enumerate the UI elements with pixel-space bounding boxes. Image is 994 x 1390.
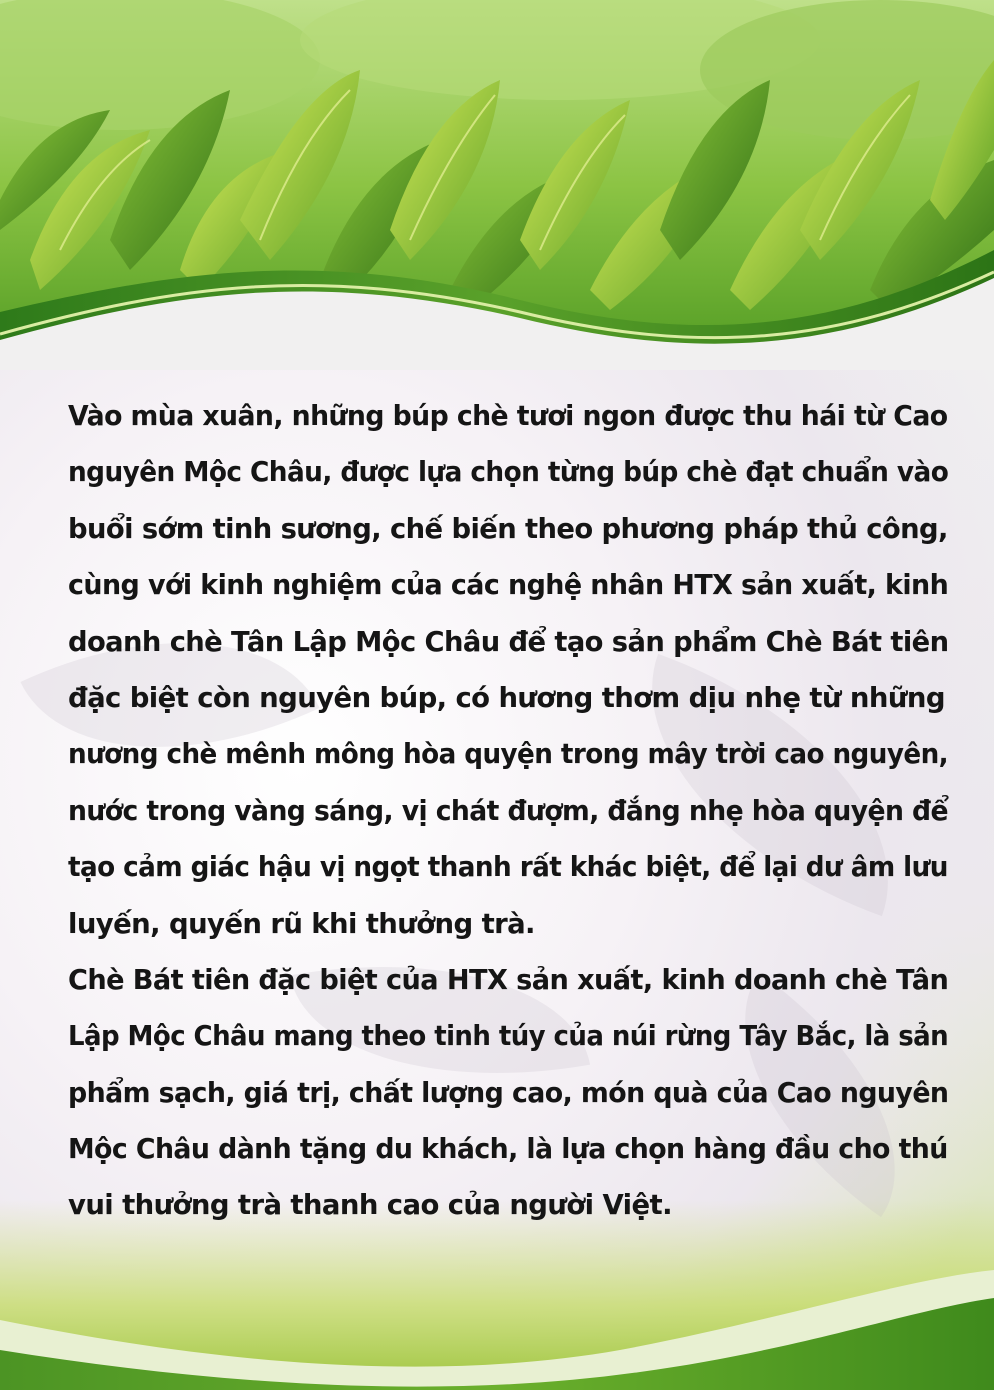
- text-line: Chè Bát tiên đặc biệt của HTX sản xuất, kinh doanh chè Tân: [68, 963, 949, 996]
- text-line: doanh chè Tân Lập Mộc Châu để tạo sản phẩm Chè Bát tiên: [68, 625, 949, 658]
- text-line: cùng với kinh nghiệm của các nghệ nhân HTX sản xuất, kinh: [68, 569, 949, 602]
- text-line: phẩm sạch, giá trị, chất lượng cao, món quà của Cao nguyên: [68, 1076, 949, 1109]
- description-text-block: [68, 388, 948, 1234]
- text-line: nương chè mênh mông hòa quyện trong mây trời cao nguyên,: [68, 738, 949, 771]
- text-line: buổi sớm tinh sương, chế biến theo phương pháp thủ công,: [68, 512, 948, 545]
- text-line: Mộc Châu dành tặng du khách, là lựa chọn hàng đầu cho thú: [68, 1133, 948, 1166]
- text-line: đặc biệt còn nguyên búp, có hương thơm dịu nhẹ từ những: [68, 681, 945, 714]
- text-line: tạo cảm giác hậu vị ngọt thanh rất khác biệt, để lại dư âm lưu: [68, 851, 948, 884]
- tea-leaves-header-image: [0, 0, 994, 370]
- text-line: nước trong vàng sáng, vị chát đượm, đắng nhẹ hòa quyện để: [68, 794, 949, 827]
- text-line: luyến, quyến rũ khi thưởng trà.: [68, 907, 535, 940]
- text-line: nguyên Mộc Châu, được lựa chọn từng búp chè đạt chuẩn vào: [68, 456, 949, 489]
- text-line: vui thưởng trà thanh cao của người Việt.: [68, 1189, 672, 1222]
- text-line: Lập Mộc Châu mang theo tinh túy của núi rừng Tây Bắc, là sản: [68, 1020, 949, 1053]
- paragraph-intro: [68, 388, 948, 952]
- text-line: Vào mùa xuân, những búp chè tươi ngon được thu hái từ Cao: [68, 400, 948, 432]
- paragraph-product: [68, 952, 948, 1234]
